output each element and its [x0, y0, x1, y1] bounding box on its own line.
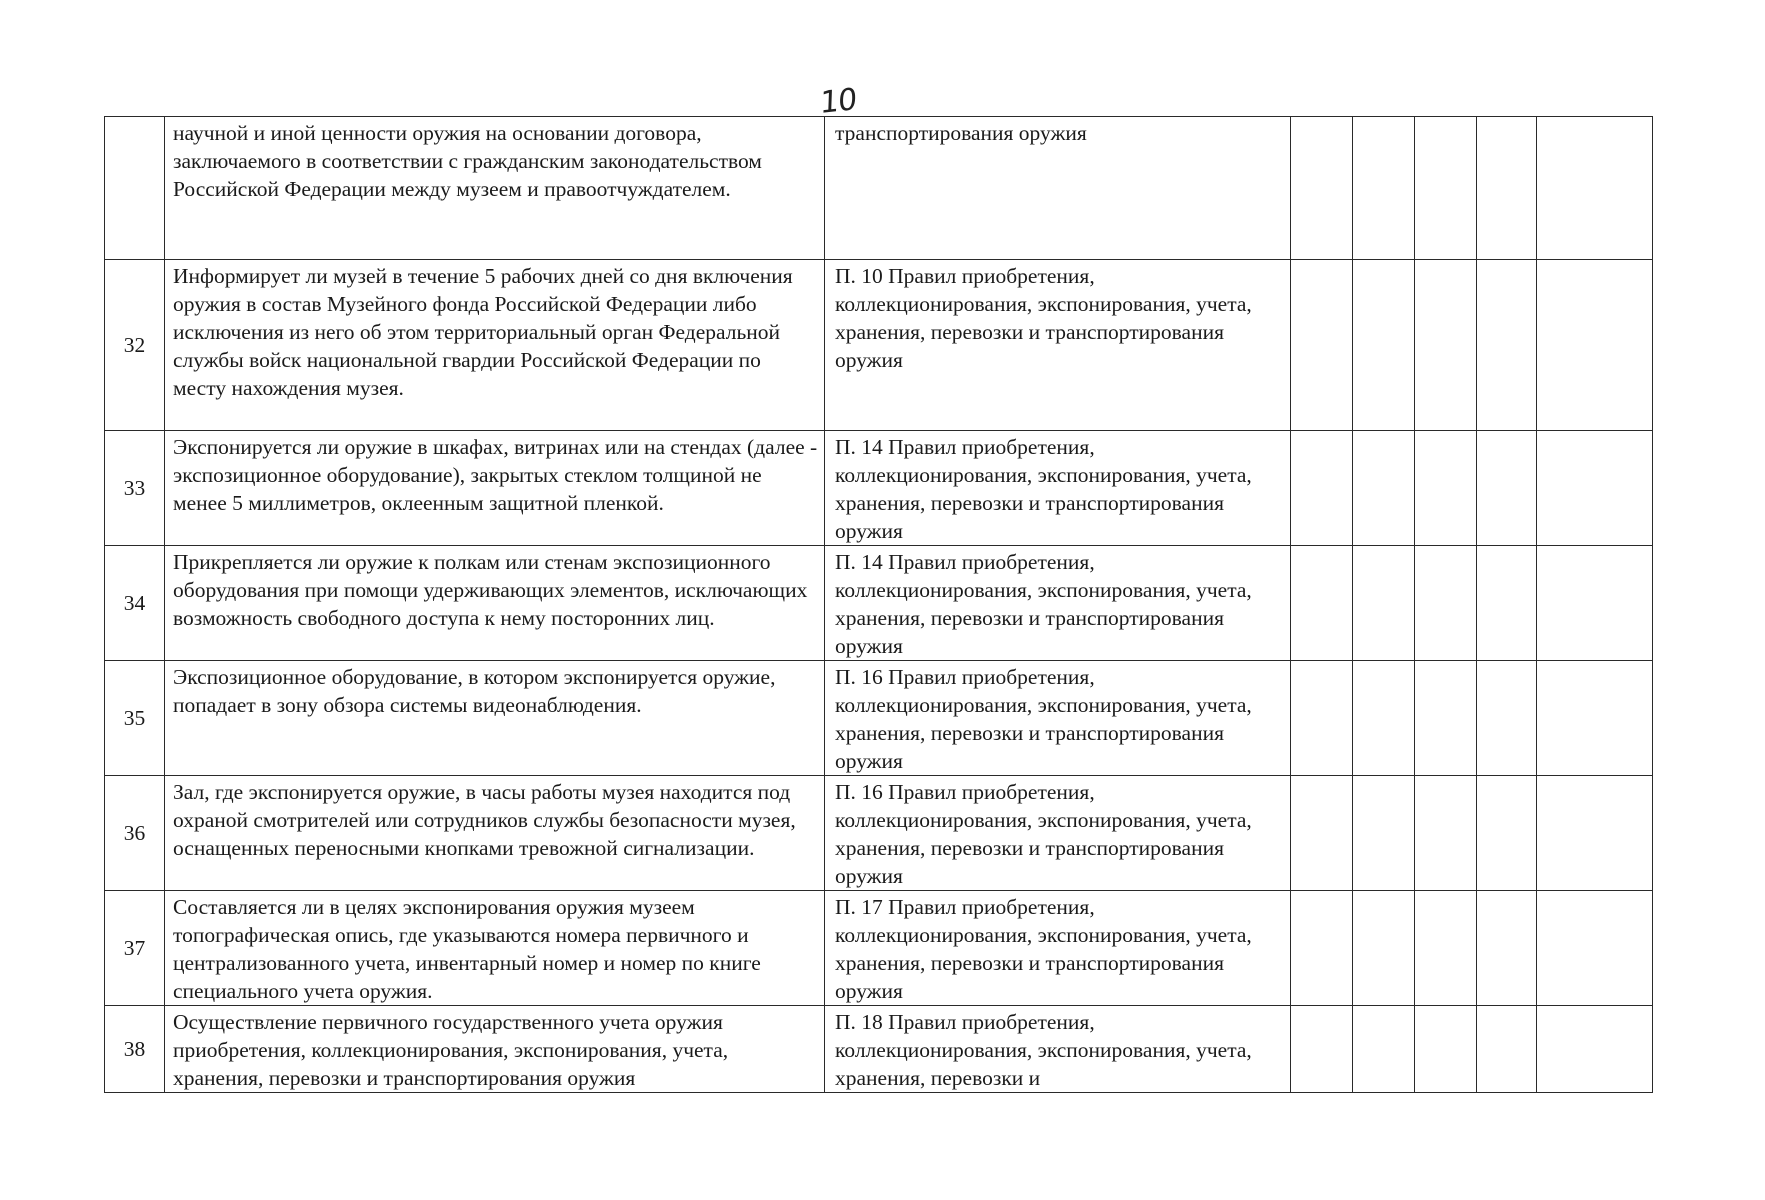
- note-cell: [1537, 891, 1653, 1006]
- table-row: [105, 891, 1653, 1006]
- note-cell: [1537, 776, 1653, 891]
- answer-cell-no: [1353, 117, 1415, 260]
- row-number: 35: [105, 661, 165, 776]
- legal-reference: транспортирования оружия: [825, 117, 1291, 260]
- table-row: [105, 260, 1653, 431]
- answer-cell-no: [1353, 431, 1415, 546]
- note-cell: [1537, 546, 1653, 661]
- answer-cell-no: [1353, 776, 1415, 891]
- answer-cell-yes: [1291, 891, 1353, 1006]
- answer-cell-yes: [1291, 431, 1353, 546]
- answer-cell-extra: [1477, 891, 1537, 1006]
- note-cell: [1537, 431, 1653, 546]
- note-cell: [1537, 661, 1653, 776]
- answer-cell-no: [1353, 1006, 1415, 1093]
- row-number: 33: [105, 431, 165, 546]
- answer-cell-extra: [1477, 260, 1537, 431]
- row-number: 36: [105, 776, 165, 891]
- answer-cell-no: [1353, 891, 1415, 1006]
- answer-cell-na: [1415, 891, 1477, 1006]
- legal-reference: П. 16 Правил приобретения, коллекционирования, экспонирования, учета, хранения, перевозки и транспортирования оружия: [825, 661, 1291, 776]
- requirement-text: научной и иной ценности оружия на основании договора, заключаемого в соответствии с гражданским законодательством Российской Федерации между музеем и правоотчуждателем.: [165, 117, 825, 260]
- answer-cell-na: [1415, 260, 1477, 431]
- answer-cell-na: [1415, 117, 1477, 260]
- answer-cell-no: [1353, 661, 1415, 776]
- note-cell: [1537, 117, 1653, 260]
- answer-cell-yes: [1291, 776, 1353, 891]
- answer-cell-extra: [1477, 117, 1537, 260]
- legal-reference: П. 14 Правил приобретения, коллекционирования, экспонирования, учета, хранения, перевозки и транспортирования оружия: [825, 431, 1291, 546]
- page-number: 10: [819, 81, 857, 122]
- table-row: [105, 117, 1653, 260]
- table-row: [105, 546, 1653, 661]
- answer-cell-no: [1353, 546, 1415, 661]
- answer-cell-yes: [1291, 546, 1353, 661]
- row-number: 37: [105, 891, 165, 1006]
- row-number: 38: [105, 1006, 165, 1093]
- requirement-text: Экспозиционное оборудование, в котором экспонируется оружие, попадает в зону обзора системы видеонаблюдения.: [165, 661, 825, 776]
- note-cell: [1537, 1006, 1653, 1093]
- table-row: [105, 776, 1653, 891]
- answer-cell-extra: [1477, 546, 1537, 661]
- answer-cell-na: [1415, 431, 1477, 546]
- requirement-text: Информирует ли музей в течение 5 рабочих дней со дня включения оружия в состав Музейного фонда Российской Федерации либо исключения из него об этом территориальный орган Федеральной службы войск национальной гвардии Российской Федерации по месту нахождения музея.: [165, 260, 825, 431]
- legal-reference: П. 14 Правил приобретения, коллекционирования, экспонирования, учета, хранения, перевозки и транспортирования оружия: [825, 546, 1291, 661]
- requirement-text: Осуществление первичного государственного учета оружия приобретения, коллекционирования, экспонирования, учета, хранения, перевозки и транспортирования оружия: [165, 1006, 825, 1093]
- answer-cell-na: [1415, 776, 1477, 891]
- answer-cell-na: [1415, 661, 1477, 776]
- requirement-text: Зал, где экспонируется оружие, в часы работы музея находится под охраной смотрителей или сотрудников службы безопасности музея, оснащенных переносными кнопками тревожной сигнализации.: [165, 776, 825, 891]
- answer-cell-na: [1415, 1006, 1477, 1093]
- table-row: [105, 431, 1653, 546]
- answer-cell-extra: [1477, 776, 1537, 891]
- answer-cell-yes: [1291, 117, 1353, 260]
- table-row: [105, 661, 1653, 776]
- answer-cell-yes: [1291, 260, 1353, 431]
- answer-cell-no: [1353, 260, 1415, 431]
- table-row: [105, 1006, 1653, 1093]
- answer-cell-yes: [1291, 1006, 1353, 1093]
- answer-cell-na: [1415, 546, 1477, 661]
- answer-cell-extra: [1477, 431, 1537, 546]
- answer-cell-yes: [1291, 661, 1353, 776]
- checklist-table: [104, 116, 1653, 1093]
- row-number: 32: [105, 260, 165, 431]
- row-number: [105, 117, 165, 260]
- row-number: 34: [105, 546, 165, 661]
- requirement-text: Составляется ли в целях экспонирования оружия музеем топографическая опись, где указываются номера первичного и централизованного учета, инвентарный номер и номер по книге специального учета оружия.: [165, 891, 825, 1006]
- legal-reference: П. 10 Правил приобретения, коллекционирования, экспонирования, учета, хранения, перевозки и транспортирования оружия: [825, 260, 1291, 431]
- legal-reference: П. 17 Правил приобретения, коллекционирования, экспонирования, учета, хранения, перевозки и транспортирования оружия: [825, 891, 1291, 1006]
- note-cell: [1537, 260, 1653, 431]
- requirement-text: Прикрепляется ли оружие к полкам или стенам экспозиционного оборудования при помощи удерживающих элементов, исключающих возможность свободного доступа к нему посторонних лиц.: [165, 546, 825, 661]
- legal-reference: П. 18 Правил приобретения, коллекционирования, экспонирования, учета, хранения, перевозки и: [825, 1006, 1291, 1093]
- answer-cell-extra: [1477, 661, 1537, 776]
- answer-cell-extra: [1477, 1006, 1537, 1093]
- legal-reference: П. 16 Правил приобретения, коллекционирования, экспонирования, учета, хранения, перевозки и транспортирования оружия: [825, 776, 1291, 891]
- requirement-text: Экспонируется ли оружие в шкафах, витринах или на стендах (далее - экспозиционное оборудование), закрытых стеклом толщиной не менее 5 миллиметров, оклеенным защитной пленкой.: [165, 431, 825, 546]
